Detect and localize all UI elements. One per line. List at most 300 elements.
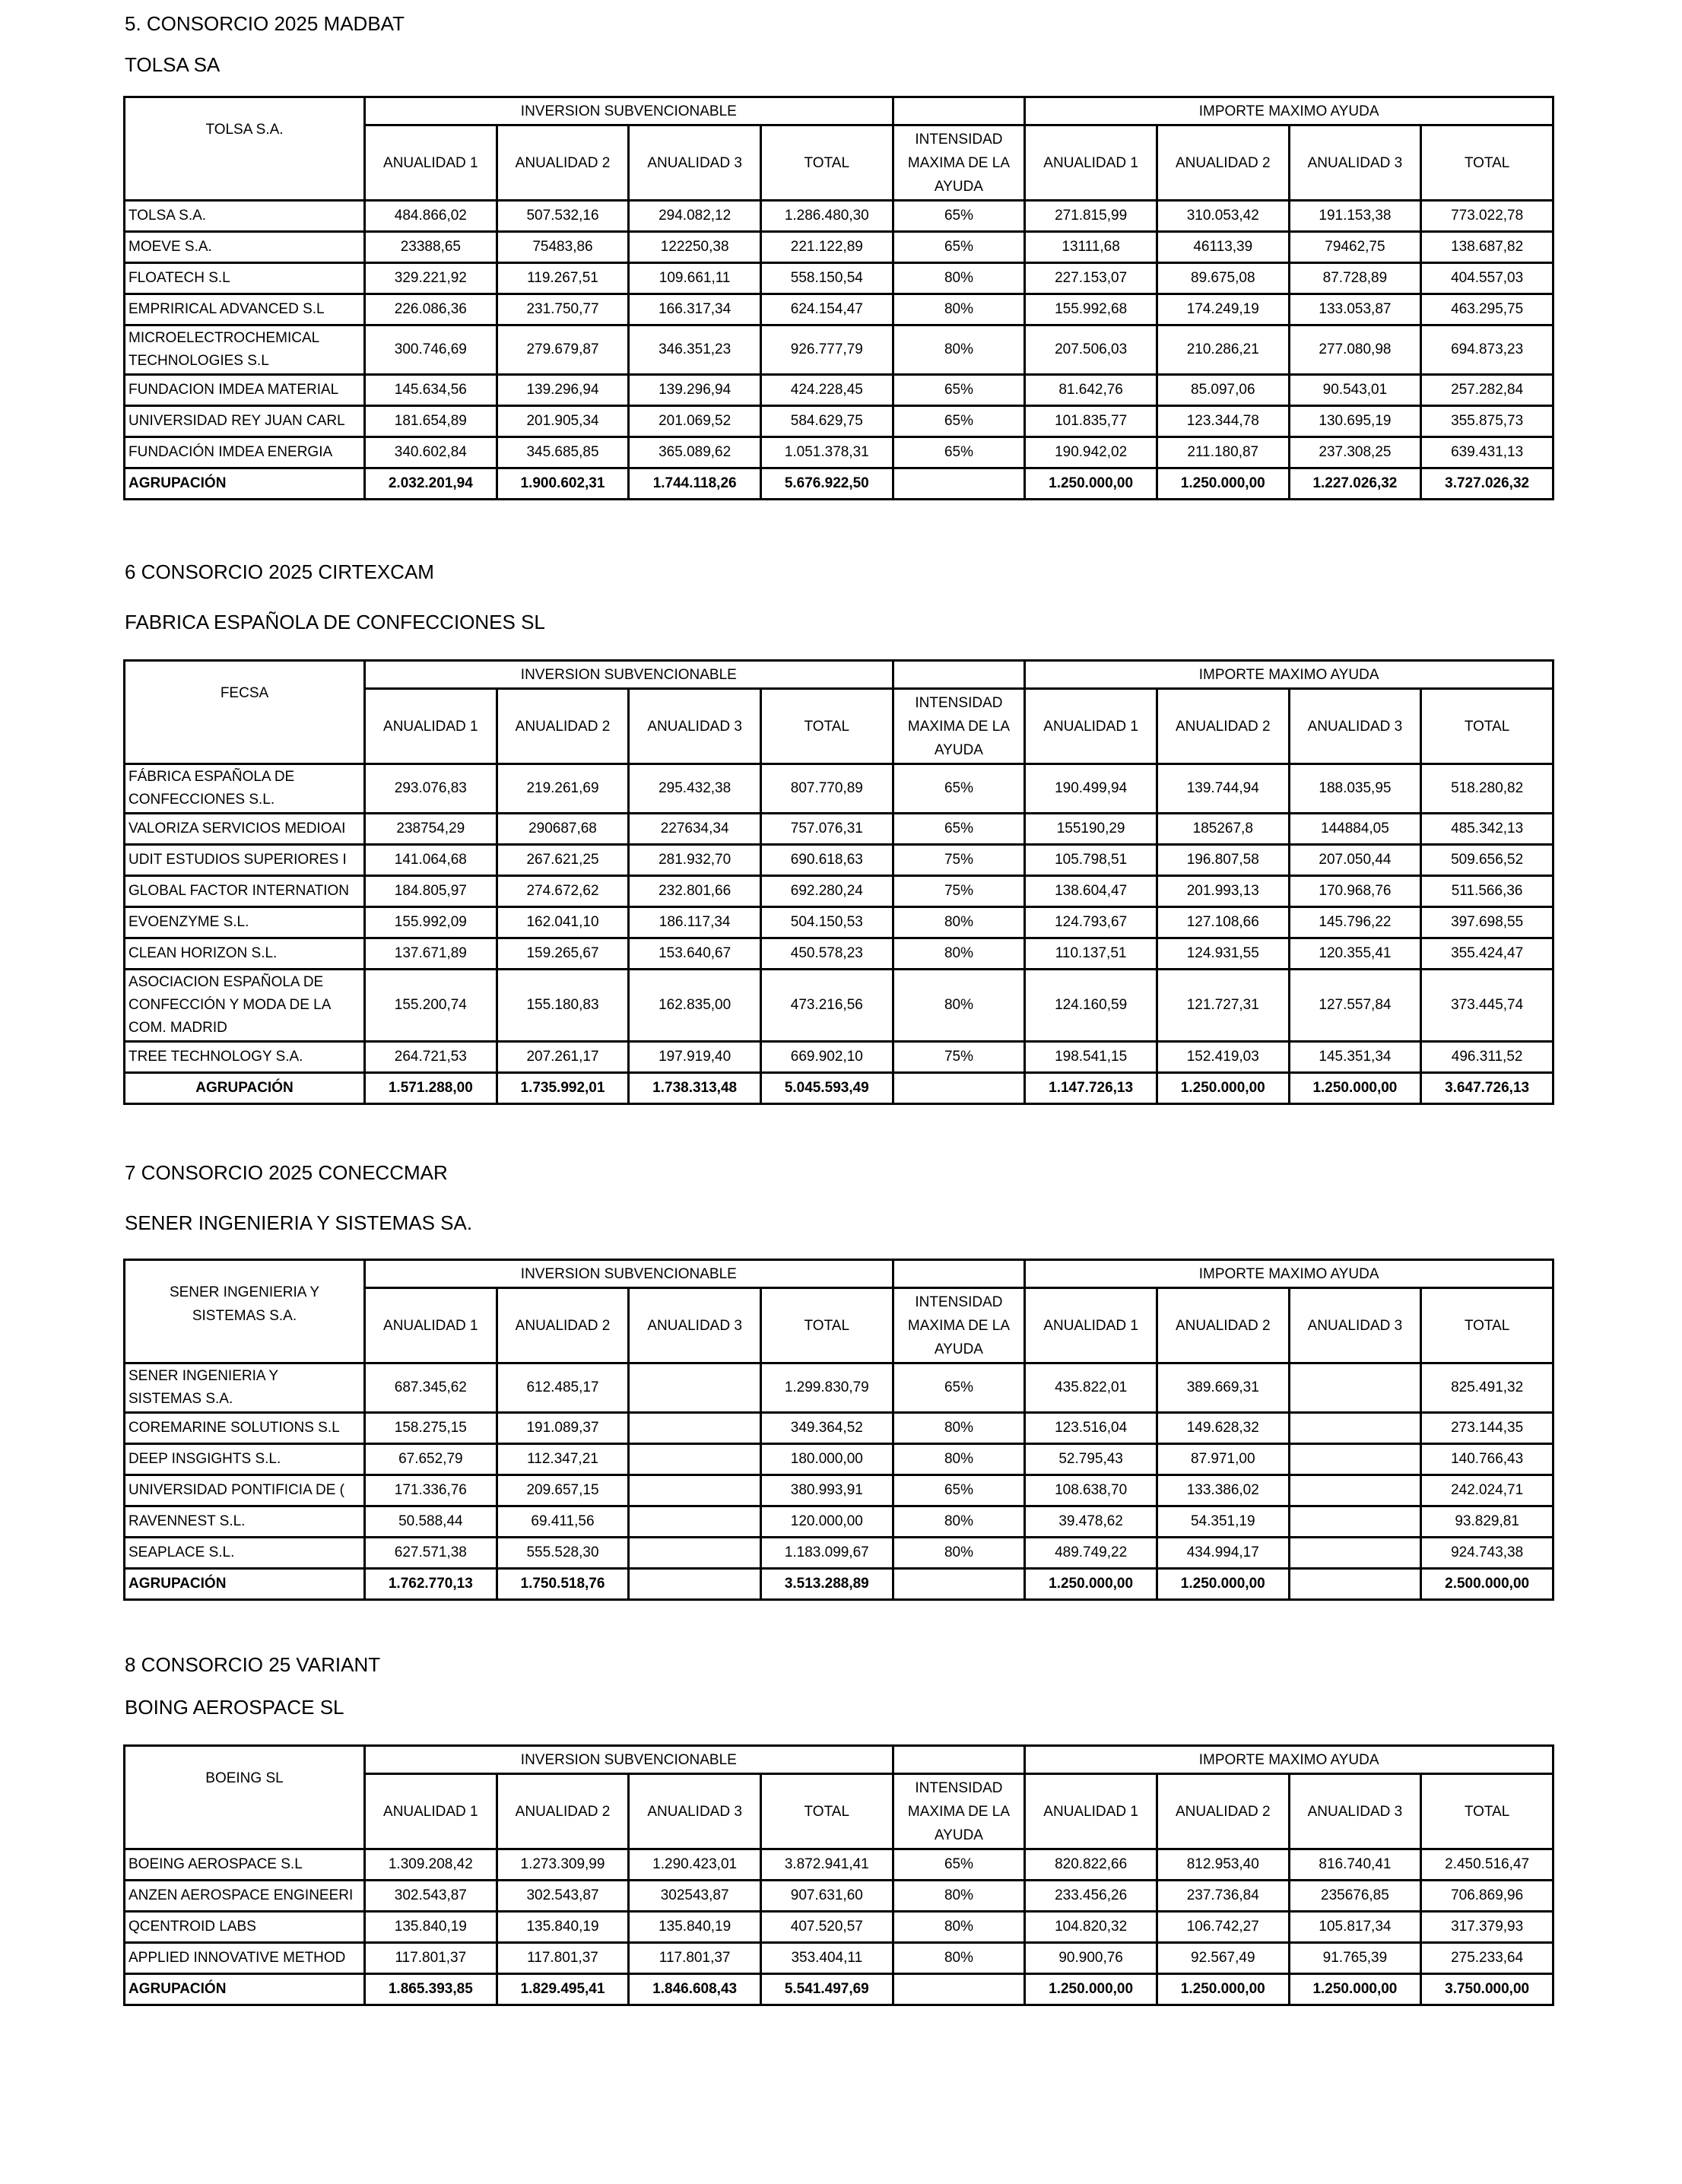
cell-value: 1.900.602,31: [497, 468, 629, 500]
cell-value: 1.250.000,00: [1025, 468, 1157, 500]
entity-name: SEAPLACE S.L.: [125, 1538, 365, 1569]
cell-value: 5.676.922,50: [760, 468, 893, 500]
cell-value: 226.086,36: [365, 294, 497, 325]
cell-value: 3.647.726,13: [1421, 1073, 1553, 1104]
cell-value: 153.640,67: [629, 938, 761, 970]
cell-value: 227.153,07: [1025, 263, 1157, 294]
cell-value: 207.261,17: [497, 1042, 629, 1073]
section-subtitle: TOLSA SA: [125, 53, 221, 76]
cell-value: 380.993,91: [760, 1475, 893, 1506]
cell-value: 80%: [893, 1506, 1025, 1538]
section-title: 5. CONSORCIO 2025 MADBAT: [125, 12, 405, 35]
cell-value: 149.628,32: [1157, 1413, 1289, 1444]
cell-value: 627.571,38: [365, 1538, 497, 1569]
section-title: 6 CONSORCIO 2025 CIRTEXCAM: [125, 560, 434, 583]
cell-value: 279.679,87: [497, 325, 629, 375]
entity-name: ASOCIACION ESPAÑOLA DE CONFECCIÓN Y MODA DE LA COM. MADRID: [125, 970, 365, 1042]
cell-value: 180.000,00: [760, 1444, 893, 1475]
col-header-total: TOTAL: [1421, 125, 1553, 201]
cell-value: 65%: [893, 232, 1025, 263]
funding-table: [123, 96, 1554, 500]
table-row: [125, 375, 1553, 406]
cell-value: 145.796,22: [1289, 907, 1421, 938]
cell-value: 120.355,41: [1289, 938, 1421, 970]
cell-value: 669.902,10: [760, 1042, 893, 1073]
cell-value: 54.351,19: [1157, 1506, 1289, 1538]
col-header-anualidad1: ANUALIDAD 1: [1025, 689, 1157, 764]
cell-value: 75%: [893, 876, 1025, 907]
table-row: [125, 1363, 1553, 1413]
cell-value: 123.344,78: [1157, 406, 1289, 437]
col-header-anualidad3: ANUALIDAD 3: [629, 125, 761, 201]
cell-value: 397.698,55: [1421, 907, 1553, 938]
cell-value: 80%: [893, 263, 1025, 294]
table-row: [125, 263, 1553, 294]
cell-value: 13111,68: [1025, 232, 1157, 263]
cell-value: [893, 1569, 1025, 1600]
entity-name: UNIVERSIDAD REY JUAN CARL: [125, 406, 365, 437]
cell-value: 117.801,37: [497, 1943, 629, 1974]
cell-value: 67.652,79: [365, 1444, 497, 1475]
entity-name: GLOBAL FACTOR INTERNATION: [125, 876, 365, 907]
entity-name: MOEVE S.A.: [125, 232, 365, 263]
cell-value: 1.250.000,00: [1025, 1974, 1157, 2005]
total-row: [125, 1569, 1553, 1600]
cell-value: 130.695,19: [1289, 406, 1421, 437]
entity-name: FUNDACIÓN IMDEA ENERGIA: [125, 437, 365, 468]
total-row: [125, 1974, 1553, 2005]
cell-value: [1289, 1569, 1421, 1600]
cell-value: 924.743,38: [1421, 1538, 1553, 1569]
cell-value: 81.642,76: [1025, 375, 1157, 406]
cell-value: 155.992,68: [1025, 294, 1157, 325]
cell-value: 1.227.026,32: [1289, 468, 1421, 500]
cell-value: 1.250.000,00: [1157, 1974, 1289, 2005]
cell-value: 219.261,69: [497, 764, 629, 814]
cell-value: [893, 1073, 1025, 1104]
cell-value: 302.543,87: [365, 1881, 497, 1912]
col-header-anualidad1: ANUALIDAD 1: [1025, 125, 1157, 201]
cell-value: 450.578,23: [760, 938, 893, 970]
header-row: [125, 1746, 1553, 1774]
total-row: [125, 468, 1553, 500]
cell-value: 139.296,94: [629, 375, 761, 406]
cell-value: 404.557,03: [1421, 263, 1553, 294]
cell-value: 926.777,79: [760, 325, 893, 375]
cell-value: 349.364,52: [760, 1413, 893, 1444]
cell-value: 692.280,24: [760, 876, 893, 907]
cell-value: 237.736,84: [1157, 1881, 1289, 1912]
cell-value: 85.097,06: [1157, 375, 1289, 406]
cell-value: 757.076,31: [760, 814, 893, 845]
cell-value: [629, 1413, 761, 1444]
entity-name: FLOATECH S.L: [125, 263, 365, 294]
entity-name: ANZEN AEROSPACE ENGINEERI: [125, 1881, 365, 1912]
table-row: [125, 325, 1553, 375]
cell-value: 124.793,67: [1025, 907, 1157, 938]
cell-value: 39.478,62: [1025, 1506, 1157, 1538]
entity-name: COREMARINE SOLUTIONS S.L: [125, 1413, 365, 1444]
table-row: [125, 294, 1553, 325]
cell-value: 65%: [893, 437, 1025, 468]
cell-value: 1.309.208,42: [365, 1849, 497, 1881]
col-header-anualidad1: ANUALIDAD 1: [365, 125, 497, 201]
cell-value: 1.299.830,79: [760, 1363, 893, 1413]
cell-value: 79462,75: [1289, 232, 1421, 263]
cell-value: 302543,87: [629, 1881, 761, 1912]
importe-header: IMPORTE MAXIMO AYUDA: [1025, 661, 1553, 689]
cell-value: 558.150,54: [760, 263, 893, 294]
cell-value: 690.618,63: [760, 845, 893, 876]
cell-value: 89.675,08: [1157, 263, 1289, 294]
col-header-total: TOTAL: [760, 689, 893, 764]
cell-value: 1.250.000,00: [1289, 1073, 1421, 1104]
cell-value: 389.669,31: [1157, 1363, 1289, 1413]
cell-value: 407.520,57: [760, 1912, 893, 1943]
entity-name: DEEP INSGIGHTS S.L.: [125, 1444, 365, 1475]
cell-value: [1289, 1475, 1421, 1506]
cell-value: 135.840,19: [497, 1912, 629, 1943]
table-row: [125, 845, 1553, 876]
entity-name: FÁBRICA ESPAÑOLA DE CONFECCIONES S.L.: [125, 764, 365, 814]
cell-value: 1.829.495,41: [497, 1974, 629, 2005]
cell-value: 201.905,34: [497, 406, 629, 437]
blank-header: [893, 1746, 1025, 1774]
cell-value: 294.082,12: [629, 201, 761, 232]
cell-value: 139.744,94: [1157, 764, 1289, 814]
entity-name: FUNDACION IMDEA MATERIAL: [125, 375, 365, 406]
col-header-anualidad3: ANUALIDAD 3: [1289, 1288, 1421, 1363]
cell-value: 140.766,43: [1421, 1444, 1553, 1475]
cell-value: 687.345,62: [365, 1363, 497, 1413]
cell-value: 201.993,13: [1157, 876, 1289, 907]
section-subtitle: FABRICA ESPAÑOLA DE CONFECCIONES SL: [125, 611, 545, 633]
cell-value: 355.424,47: [1421, 938, 1553, 970]
cell-value: 233.456,26: [1025, 1881, 1157, 1912]
col-header-intensidad: INTENSIDAD MAXIMA DE LA AYUDA: [893, 125, 1025, 201]
col-header-anualidad2: ANUALIDAD 2: [1157, 1774, 1289, 1849]
cell-value: 340.602,84: [365, 437, 497, 468]
cell-value: 584.629,75: [760, 406, 893, 437]
cell-value: 155.992,09: [365, 907, 497, 938]
cell-value: [629, 1363, 761, 1413]
cell-value: 257.282,84: [1421, 375, 1553, 406]
col-header-anualidad2: ANUALIDAD 2: [497, 1288, 629, 1363]
cell-value: 511.566,36: [1421, 876, 1553, 907]
cell-value: 197.919,40: [629, 1042, 761, 1073]
col-header-anualidad1: ANUALIDAD 1: [1025, 1288, 1157, 1363]
table-row: [125, 938, 1553, 970]
cell-value: 80%: [893, 1912, 1025, 1943]
total-row: [125, 1073, 1553, 1104]
importe-header: IMPORTE MAXIMO AYUDA: [1025, 1746, 1553, 1774]
cell-value: 152.419,03: [1157, 1042, 1289, 1073]
cell-value: 50.588,44: [365, 1506, 497, 1538]
cell-value: 181.654,89: [365, 406, 497, 437]
col-header-anualidad2: ANUALIDAD 2: [1157, 1288, 1289, 1363]
cell-value: 65%: [893, 814, 1025, 845]
cell-value: 87.728,89: [1289, 263, 1421, 294]
entity-name: MICROELECTROCHEMICAL TECHNOLOGIES S.L: [125, 325, 365, 375]
cell-value: 191.089,37: [497, 1413, 629, 1444]
cell-value: 504.150,53: [760, 907, 893, 938]
col-header-anualidad3: ANUALIDAD 3: [1289, 689, 1421, 764]
cell-value: 141.064,68: [365, 845, 497, 876]
table-row: [125, 1042, 1553, 1073]
cell-value: 137.671,89: [365, 938, 497, 970]
table-row: [125, 1943, 1553, 1974]
cell-value: 80%: [893, 1881, 1025, 1912]
cell-value: 65%: [893, 764, 1025, 814]
col-header-anualidad2: ANUALIDAD 2: [497, 689, 629, 764]
inversion-header: INVERSION SUBVENCIONABLE: [365, 1746, 893, 1774]
cell-value: 155.180,83: [497, 970, 629, 1042]
cell-value: 46113,39: [1157, 232, 1289, 263]
cell-value: 231.750,77: [497, 294, 629, 325]
cell-value: 196.807,58: [1157, 845, 1289, 876]
cell-value: 133.053,87: [1289, 294, 1421, 325]
cell-value: 555.528,30: [497, 1538, 629, 1569]
cell-value: 373.445,74: [1421, 970, 1553, 1042]
cell-value: 65%: [893, 201, 1025, 232]
table-row: [125, 1912, 1553, 1943]
cell-value: 75%: [893, 1042, 1025, 1073]
blank-header: [893, 97, 1025, 125]
cell-value: 80%: [893, 325, 1025, 375]
cell-value: 1.183.099,67: [760, 1538, 893, 1569]
cell-value: 119.267,51: [497, 263, 629, 294]
cell-value: 91.765,39: [1289, 1943, 1421, 1974]
cell-value: 80%: [893, 907, 1025, 938]
cell-value: 694.873,23: [1421, 325, 1553, 375]
cell-value: 184.805,97: [365, 876, 497, 907]
cell-value: 365.089,62: [629, 437, 761, 468]
table-row: [125, 907, 1553, 938]
cell-value: 207.050,44: [1289, 845, 1421, 876]
header-row: [125, 97, 1553, 125]
cell-value: 1.846.608,43: [629, 1974, 761, 2005]
inversion-header: INVERSION SUBVENCIONABLE: [365, 661, 893, 689]
cell-value: 155.200,74: [365, 970, 497, 1042]
cell-value: 135.840,19: [629, 1912, 761, 1943]
cell-value: 145.634,56: [365, 375, 497, 406]
entity-name: SENER INGENIERIA Y SISTEMAS S.A.: [125, 1363, 365, 1413]
cell-value: 5.541.497,69: [760, 1974, 893, 2005]
table-row: [125, 1475, 1553, 1506]
col-header-anualidad2: ANUALIDAD 2: [1157, 689, 1289, 764]
cell-value: 127.108,66: [1157, 907, 1289, 938]
cell-value: 271.815,99: [1025, 201, 1157, 232]
cell-value: 1.735.992,01: [497, 1073, 629, 1104]
blank-header: [893, 1260, 1025, 1288]
col-header-anualidad1: ANUALIDAD 1: [365, 689, 497, 764]
col-header-anualidad3: ANUALIDAD 3: [629, 689, 761, 764]
cell-value: 124.160,59: [1025, 970, 1157, 1042]
cell-value: 907.631,60: [760, 1881, 893, 1912]
col-header-anualidad2: ANUALIDAD 2: [497, 1774, 629, 1849]
col-header-intensidad: INTENSIDAD MAXIMA DE LA AYUDA: [893, 1288, 1025, 1363]
cell-value: 518.280,82: [1421, 764, 1553, 814]
cell-value: 123.516,04: [1025, 1413, 1157, 1444]
cell-value: 87.971,00: [1157, 1444, 1289, 1475]
cell-value: 290687,68: [497, 814, 629, 845]
cell-value: 105.817,34: [1289, 1912, 1421, 1943]
cell-value: 139.296,94: [497, 375, 629, 406]
entity-name: VALORIZA SERVICIOS MEDIOAI: [125, 814, 365, 845]
corner-header: FECSA: [125, 661, 365, 764]
cell-value: 1.250.000,00: [1025, 1569, 1157, 1600]
cell-value: 110.137,51: [1025, 938, 1157, 970]
cell-value: 624.154,47: [760, 294, 893, 325]
entity-name: EVOENZYME S.L.: [125, 907, 365, 938]
cell-value: [629, 1569, 761, 1600]
cell-value: 191.153,38: [1289, 201, 1421, 232]
cell-value: 80%: [893, 294, 1025, 325]
col-header-total: TOTAL: [1421, 689, 1553, 764]
cell-value: 162.835,00: [629, 970, 761, 1042]
cell-value: 104.820,32: [1025, 1912, 1157, 1943]
cell-value: 496.311,52: [1421, 1042, 1553, 1073]
cell-value: 1.571.288,00: [365, 1073, 497, 1104]
col-header-total: TOTAL: [760, 125, 893, 201]
entity-name: EMPRIRICAL ADVANCED S.L: [125, 294, 365, 325]
cell-value: 221.122,89: [760, 232, 893, 263]
cell-value: 274.672,62: [497, 876, 629, 907]
cell-value: 121.727,31: [1157, 970, 1289, 1042]
cell-value: 65%: [893, 1363, 1025, 1413]
col-header-total: TOTAL: [1421, 1774, 1553, 1849]
cell-value: 1.250.000,00: [1157, 1569, 1289, 1600]
cell-value: 242.024,71: [1421, 1475, 1553, 1506]
entity-name: RAVENNEST S.L.: [125, 1506, 365, 1538]
table-row: [125, 1444, 1553, 1475]
section-subtitle: BOING AEROSPACE SL: [125, 1696, 344, 1719]
table-row: [125, 876, 1553, 907]
cell-value: 235676,85: [1289, 1881, 1421, 1912]
col-header-intensidad: INTENSIDAD MAXIMA DE LA AYUDA: [893, 689, 1025, 764]
cell-value: 353.404,11: [760, 1943, 893, 1974]
cell-value: 109.661,11: [629, 263, 761, 294]
cell-value: 2.450.516,47: [1421, 1849, 1553, 1881]
cell-value: 484.866,02: [365, 201, 497, 232]
cell-value: 158.275,15: [365, 1413, 497, 1444]
col-header-anualidad2: ANUALIDAD 2: [1157, 125, 1289, 201]
cell-value: 473.216,56: [760, 970, 893, 1042]
cell-value: 267.621,25: [497, 845, 629, 876]
cell-value: 295.432,38: [629, 764, 761, 814]
cell-value: 2.500.000,00: [1421, 1569, 1553, 1600]
corner-header: TOLSA S.A.: [125, 97, 365, 201]
cell-value: 317.379,93: [1421, 1912, 1553, 1943]
cell-value: 75%: [893, 845, 1025, 876]
cell-value: 355.875,73: [1421, 406, 1553, 437]
section-subtitle: SENER INGENIERIA Y SISTEMAS SA.: [125, 1211, 473, 1234]
cell-value: 434.994,17: [1157, 1538, 1289, 1569]
cell-value: 2.032.201,94: [365, 468, 497, 500]
cell-value: 117.801,37: [365, 1943, 497, 1974]
cell-value: 133.386,02: [1157, 1475, 1289, 1506]
cell-value: 138.687,82: [1421, 232, 1553, 263]
cell-value: [629, 1475, 761, 1506]
entity-name: BOEING AEROSPACE S.L: [125, 1849, 365, 1881]
cell-value: 171.336,76: [365, 1475, 497, 1506]
cell-value: 80%: [893, 970, 1025, 1042]
table-row: [125, 201, 1553, 232]
cell-value: 507.532,16: [497, 201, 629, 232]
col-header-anualidad3: ANUALIDAD 3: [1289, 1774, 1421, 1849]
funding-table: [123, 1744, 1554, 2006]
cell-value: 65%: [893, 1849, 1025, 1881]
cell-value: 127.557,84: [1289, 970, 1421, 1042]
col-header-total: TOTAL: [1421, 1288, 1553, 1363]
cell-value: 773.022,78: [1421, 201, 1553, 232]
cell-value: 65%: [893, 406, 1025, 437]
cell-value: 155190,29: [1025, 814, 1157, 845]
cell-value: 3.727.026,32: [1421, 468, 1553, 500]
cell-value: 807.770,89: [760, 764, 893, 814]
cell-value: 190.942,02: [1025, 437, 1157, 468]
cell-value: 80%: [893, 1943, 1025, 1974]
table-row: [125, 1413, 1553, 1444]
cell-value: 209.657,15: [497, 1475, 629, 1506]
importe-header: IMPORTE MAXIMO AYUDA: [1025, 1260, 1553, 1288]
funding-table: [123, 1259, 1554, 1601]
cell-value: 1.290.423,01: [629, 1849, 761, 1881]
col-header-anualidad1: ANUALIDAD 1: [365, 1774, 497, 1849]
cell-value: 190.499,94: [1025, 764, 1157, 814]
cell-value: 170.968,76: [1289, 876, 1421, 907]
cell-value: 816.740,41: [1289, 1849, 1421, 1881]
col-header-total: TOTAL: [760, 1288, 893, 1363]
cell-value: 198.541,15: [1025, 1042, 1157, 1073]
col-header-anualidad1: ANUALIDAD 1: [1025, 1774, 1157, 1849]
cell-value: 122250,38: [629, 232, 761, 263]
cell-value: 1.865.393,85: [365, 1974, 497, 2005]
corner-header: BOEING SL: [125, 1746, 365, 1849]
cell-value: 101.835,77: [1025, 406, 1157, 437]
cell-value: 80%: [893, 1413, 1025, 1444]
cell-value: 105.798,51: [1025, 845, 1157, 876]
cell-value: 210.286,21: [1157, 325, 1289, 375]
cell-value: 227634,34: [629, 814, 761, 845]
cell-value: 108.638,70: [1025, 1475, 1157, 1506]
col-header-anualidad3: ANUALIDAD 3: [1289, 125, 1421, 201]
cell-value: [629, 1444, 761, 1475]
entity-name: AGRUPACIÓN: [125, 1974, 365, 2005]
importe-header: IMPORTE MAXIMO AYUDA: [1025, 97, 1553, 125]
cell-value: 135.840,19: [365, 1912, 497, 1943]
cell-value: 65%: [893, 375, 1025, 406]
cell-value: 485.342,13: [1421, 814, 1553, 845]
cell-value: 1.051.378,31: [760, 437, 893, 468]
cell-value: 345.685,85: [497, 437, 629, 468]
cell-value: 80%: [893, 1538, 1025, 1569]
cell-value: 90.900,76: [1025, 1943, 1157, 1974]
cell-value: 93.829,81: [1421, 1506, 1553, 1538]
cell-value: 1.273.309,99: [497, 1849, 629, 1881]
cell-value: 825.491,32: [1421, 1363, 1553, 1413]
cell-value: 65%: [893, 1475, 1025, 1506]
cell-value: 1.750.518,76: [497, 1569, 629, 1600]
table-row: [125, 970, 1553, 1042]
cell-value: 1.744.118,26: [629, 468, 761, 500]
header-row: [125, 1260, 1553, 1288]
cell-value: 112.347,21: [497, 1444, 629, 1475]
cell-value: 277.080,98: [1289, 325, 1421, 375]
cell-value: 159.265,67: [497, 938, 629, 970]
entity-name: TOLSA S.A.: [125, 201, 365, 232]
col-header-total: TOTAL: [760, 1774, 893, 1849]
